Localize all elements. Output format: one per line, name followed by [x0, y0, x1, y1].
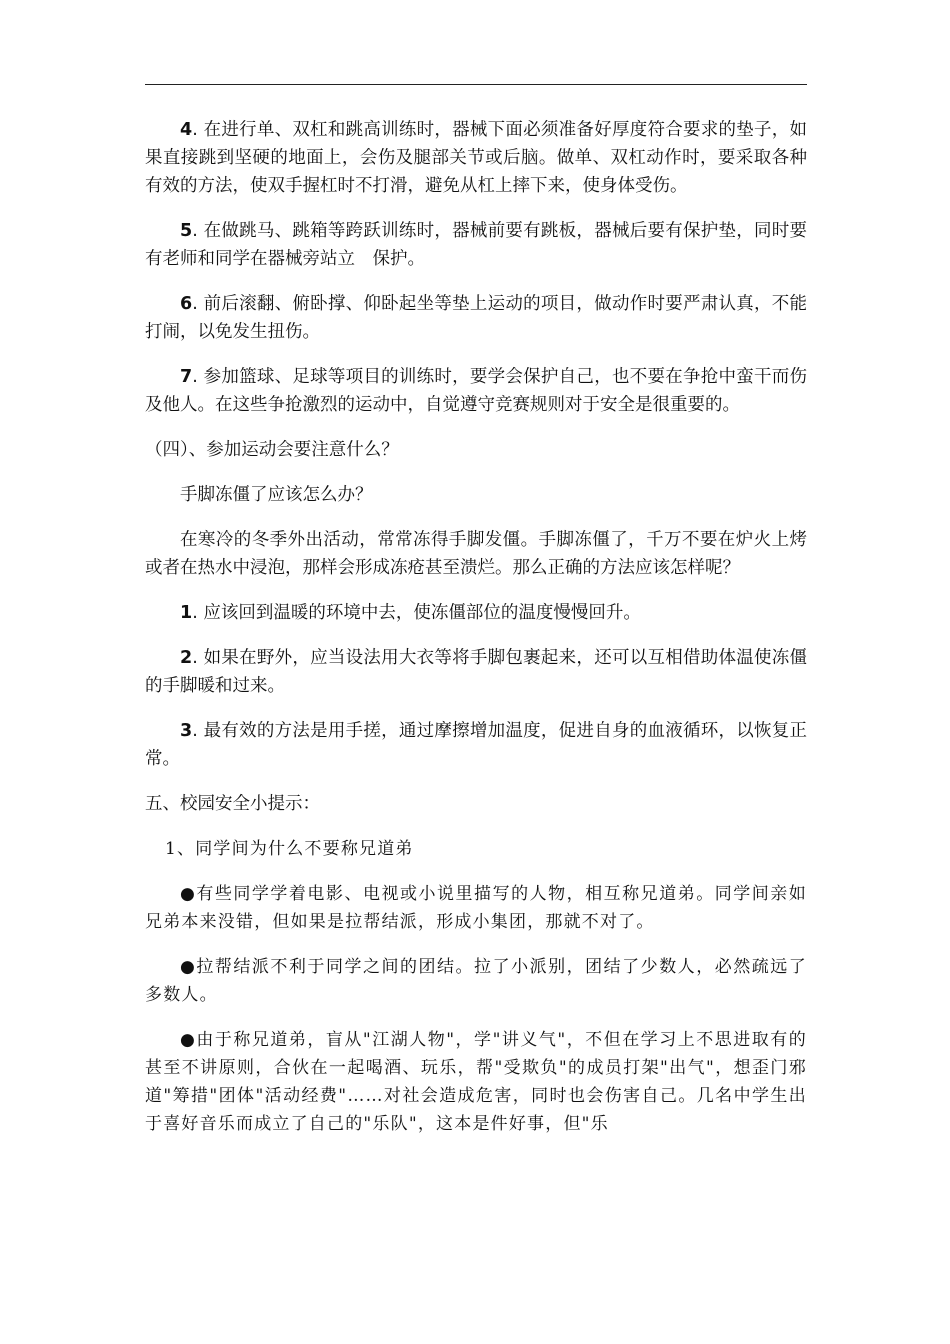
item-number: 1 [180, 603, 193, 623]
bullet-paragraph: ●由于称兄道弟，盲从"江湖人物"，学"讲义气"，不但在学习上不思进取有的甚至不讲原则，合伙在一起喝酒、玩乐，帮"受欺负"的成员打架"出气"，想歪门邪道"筹措"团体"活动经费"……对社会造成危害，同时也会伤害自己。几名中学生出于喜好音乐而成立了自己的"乐队"，这本是件好事，但"乐 [145, 1030, 807, 1134]
document-body [145, 116, 807, 1155]
section-4-heading: （四）、参加运动会要注意什么？ [145, 440, 399, 460]
item-number: 5 [180, 221, 193, 241]
tip-1-heading: 1、同学间为什么不要称兄道弟 [165, 839, 414, 859]
bullet-paragraph: ●有些同学学着电影、电视或小说里描写的人物，相互称兄道弟。同学间亲如兄弟本来没错，但如果是拉帮结派，形成小集团，那就不对了。 [145, 884, 807, 932]
section-5-heading: 五、校园安全小提示： [145, 794, 320, 814]
item-text: 在做跳马、跳箱等跨跃训练时，器械前要有跳板，器械后要有保护垫，同时要有老师和同学在器械旁站立 保护。 [145, 221, 807, 269]
paragraph-frostbite-3: 3. 最有效的方法是用手搓，通过摩擦增加温度，促进自身的血液循环，以恢复正常。 [145, 721, 807, 769]
header-rule [145, 84, 807, 85]
paragraph-item-6: 6. 前后滚翻、俯卧撑、仰卧起坐等垫上运动的项目，做动作时要严肃认真，不能打闹，以免发生扭伤。 [145, 294, 807, 342]
item-text: 参加篮球、足球等项目的训练时，要学会保护自己，也不要在争抢中蛮干而伤及他人。在这些争抢激烈的运动中，自觉遵守竞赛规则对于安全是很重要的。 [145, 367, 807, 415]
item-text: 如果在野外，应当设法用大衣等将手脚包裹起来，还可以互相借助体温使冻僵的手脚暖和过来。 [145, 648, 807, 696]
item-number: 6 [180, 294, 193, 314]
paragraph-item-5: 5. 在做跳马、跳箱等跨跃训练时，器械前要有跳板，器械后要有保护垫，同时要有老师和同学在器械旁站立 保护。 [145, 221, 807, 269]
item-number: 4 [180, 120, 193, 140]
frostbite-intro: 在寒冷的冬季外出活动，常常冻得手脚发僵。手脚冻僵了，千万不要在炉火上烤或者在热水中浸泡，那样会形成冻疮甚至溃烂。那么正确的方法应该怎样呢？ [145, 530, 807, 578]
item-text: 在进行单、双杠和跳高训练时，器械下面必须准备好厚度符合要求的垫子，如果直接跳到坚硬的地面上，会伤及腿部关节或后脑。做单、双杠动作时，要采取各种有效的方法，使双手握杠时不打滑，避免从杠上摔下来，使身体受伤。 [145, 120, 807, 196]
item-text: 前后滚翻、俯卧撑、仰卧起坐等垫上运动的项目，做动作时要严肃认真，不能打闹，以免发生扭伤。 [145, 294, 807, 342]
paragraph-item-7: 7. 参加篮球、足球等项目的训练时，要学会保护自己，也不要在争抢中蛮干而伤及他人。在这些争抢激烈的运动中，自觉遵守竞赛规则对于安全是很重要的。 [145, 367, 807, 415]
item-number: 7 [180, 367, 193, 387]
paragraph-item-4: 4. 在进行单、双杠和跳高训练时，器械下面必须准备好厚度符合要求的垫子，如果直接跳到坚硬的地面上，会伤及腿部关节或后脑。做单、双杠动作时，要采取各种有效的方法，使双手握杠时不打滑，避免从杠上摔下来，使身体受伤。 [145, 120, 807, 196]
item-text: 应该回到温暖的环境中去，使冻僵部位的温度慢慢回升。 [203, 603, 641, 623]
paragraph-frostbite-2: 2. 如果在野外，应当设法用大衣等将手脚包裹起来，还可以互相借助体温使冻僵的手脚暖和过来。 [145, 648, 807, 696]
frostbite-question: 手脚冻僵了应该怎么办？ [180, 485, 373, 505]
item-number: 2 [180, 648, 193, 668]
bullet-paragraph: ●拉帮结派不利于同学之间的团结。拉了小派别，团结了少数人，必然疏远了多数人。 [145, 957, 807, 1005]
item-number: 3 [180, 721, 193, 741]
item-text: 最有效的方法是用手搓，通过摩擦增加温度，促进自身的血液循环，以恢复正常。 [145, 721, 807, 769]
paragraph-frostbite-1: 1. 应该回到温暖的环境中去，使冻僵部位的温度慢慢回升。 [180, 603, 641, 623]
